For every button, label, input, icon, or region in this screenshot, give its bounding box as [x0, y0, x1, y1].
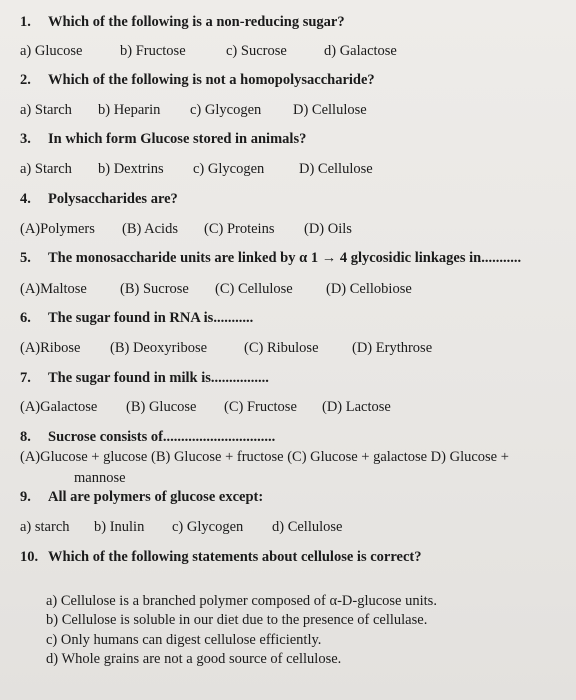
option-line: (A)Glucose + glucose (B) Glucose + fructose (C) Glucose + galactose D) Glucose +	[20, 449, 509, 465]
statement: c) Only humans can digest cellulose efficiently.	[46, 632, 322, 648]
option: c) Sucrose	[226, 43, 287, 59]
question-8-options-continued	[74, 470, 126, 487]
question-9-options	[20, 519, 342, 536]
statement: b) Cellulose is soluble in our diet due to the presence of cellulase.	[46, 612, 428, 628]
question-3	[20, 131, 306, 148]
option: c) Glycogen	[172, 519, 244, 535]
question-8	[20, 429, 275, 446]
option: (D) Lactose	[322, 399, 391, 415]
option: (A)Galactose	[20, 399, 98, 415]
question-number: 5.	[20, 250, 31, 266]
question-4	[20, 191, 178, 208]
question-7	[20, 370, 269, 387]
question-number: 6.	[20, 310, 31, 326]
option: b) Inulin	[94, 519, 145, 535]
option: b) Heparin	[98, 102, 161, 118]
question-text: Which of the following is a non-reducing sugar?	[48, 14, 345, 30]
option: c) Glycogen	[190, 102, 262, 118]
question-6-options	[20, 340, 432, 357]
question-text: Sucrose consists of...............................	[48, 429, 276, 445]
question-number: 4.	[20, 191, 31, 207]
option: (C) Fructose	[224, 399, 297, 415]
question-9	[20, 489, 263, 506]
option: b) Fructose	[120, 43, 186, 59]
question-5-options	[20, 281, 412, 298]
statement: d) Whole grains are not a good source of cellulose.	[46, 651, 342, 667]
question-number: 10.	[20, 549, 39, 565]
option: c) Glycogen	[193, 161, 265, 177]
option-line: mannose	[74, 470, 126, 486]
question-text: Polysaccharides are?	[48, 191, 178, 207]
statement: a) Cellulose is a branched polymer composed of α-D-glucose units.	[46, 593, 437, 609]
question-text: Which of the following is not a homopolysaccharide?	[48, 72, 375, 88]
question-number: 9.	[20, 489, 31, 505]
question-number: 1.	[20, 14, 31, 30]
option: (C) Cellulose	[215, 281, 293, 297]
question-number: 7.	[20, 370, 31, 386]
option: (C) Ribulose	[244, 340, 319, 356]
question-text: All are polymers of glucose except:	[48, 489, 264, 505]
question-text: The monosaccharide units are linked by α 1 → 4 glycosidic linkages in...........	[48, 250, 522, 266]
question-6	[20, 310, 253, 327]
option: d) Galactose	[324, 43, 397, 59]
option: D) Cellulose	[299, 161, 373, 177]
question-number: 2.	[20, 72, 31, 88]
option: b) Dextrins	[98, 161, 164, 177]
option: (D) Cellobiose	[326, 281, 412, 297]
option: (D) Erythrose	[352, 340, 433, 356]
option: (A)Maltose	[20, 281, 87, 297]
question-text: The sugar found in RNA is...........	[48, 310, 254, 326]
question-2-options	[20, 102, 367, 119]
question-number: 8.	[20, 429, 31, 445]
option: (B) Glucose	[126, 399, 197, 415]
option: (B) Deoxyribose	[110, 340, 208, 356]
question-text: The sugar found in milk is................	[48, 370, 269, 386]
option: a) Starch	[20, 102, 72, 118]
question-number: 3.	[20, 131, 31, 147]
question-7-options	[20, 399, 391, 416]
question-3-options	[20, 161, 373, 178]
option: d) Cellulose	[272, 519, 343, 535]
option: (A)Polymers	[20, 221, 95, 237]
option: (A)Ribose	[20, 340, 81, 356]
question-10	[20, 549, 421, 566]
option: (B) Acids	[122, 221, 178, 237]
question-1	[20, 14, 345, 31]
question-1-options	[20, 43, 397, 60]
question-text: Which of the following statements about cellulose is correct?	[48, 549, 422, 565]
option: D) Cellulose	[293, 102, 367, 118]
question-4-options	[20, 221, 352, 238]
question-text: In which form Glucose stored in animals?	[48, 131, 307, 147]
option: (C) Proteins	[204, 221, 275, 237]
question-5	[20, 250, 521, 267]
option: a) starch	[20, 519, 70, 535]
option: a) Starch	[20, 161, 72, 177]
option: (D) Oils	[304, 221, 352, 237]
option: (B) Sucrose	[120, 281, 189, 297]
option: a) Glucose	[20, 43, 83, 59]
question-8-options	[20, 449, 509, 466]
question-2	[20, 72, 375, 89]
